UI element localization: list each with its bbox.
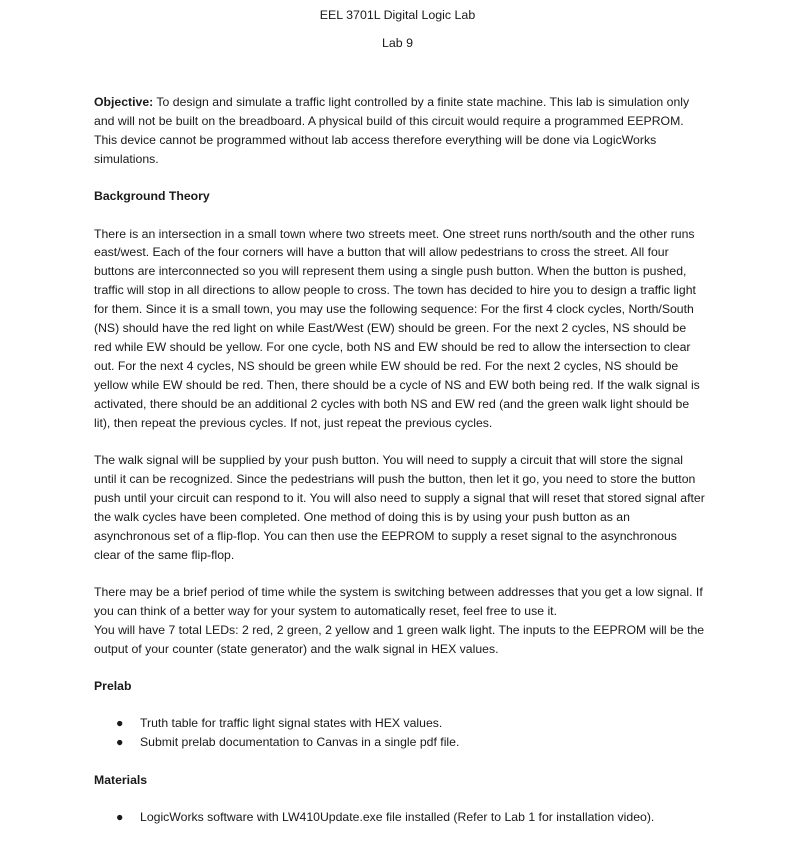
bullet-icon: ● — [116, 810, 124, 825]
prelab-item-text: Submit prelab documentation to Canvas in a single pdf file. — [140, 735, 460, 750]
list-item — [94, 733, 706, 752]
document-body — [94, 93, 706, 827]
prelab-item-text: Truth table for traffic light signal states with HEX values. — [140, 716, 443, 731]
background-paragraph-2: The walk signal will be supplied by your push button. You will need to supply a circuit that will store the signal until it can be recognized. Since the pedestrians will push the button, then let it go, you need to store the button push until your circuit can respond to it. You will also need to supply a signal that will reset that stored signal after the walk cycles have been completed. One method of doing this is by using your push button as an asynchronous set of a flip-flop. You can then use the EEPROM to supply a reset signal to the asynchronous clear of the same flip-flop. — [94, 453, 705, 562]
objective-label: Objective: — [94, 95, 154, 109]
materials-item-text: LogicWorks software with LW410Update.exe file installed (Refer to Lab 1 for installation video). — [140, 810, 655, 825]
list-item — [94, 714, 706, 733]
lab-number: Lab 9 — [381, 36, 413, 50]
prelab-heading: Prelab — [94, 679, 132, 694]
course-title: EEL 3701L Digital Logic Lab — [319, 8, 476, 22]
background-paragraph-1: There is an intersection in a small town where two streets meet. One street runs north/south and the other runs east/west. Each of the four corners will have a button that will allow pedestrians to cross the street. All four buttons are interconnected so you will represent them using a single push button. When the button is pushed, traffic will stop in all directions to allow people to cross. The town has decided to hire you to design a traffic light for them. Since it is a small town, you may use the following sequence: For the first 4 clock cycles, North/South (NS) should have the red light on while East/West (EW) should be green. For the next 2 cycles, NS should be red while EW should be yellow. For one cycle, both NS and EW should be red to allow the intersection to clear out. For the next 4 cycles, NS should be green while EW should be red. For the next 2 cycles, NS should be yellow while EW should be red. Then, there should be a cycle of NS and EW both being red. If the walk signal is activated, there should be an additional 2 cycles with both NS and EW red (and the green walk light should be lit), then repeat the previous cycles. If not, just repeat the previous cycles. — [94, 226, 700, 430]
prelab-list — [94, 714, 706, 752]
background-heading: Background Theory — [94, 189, 210, 204]
background-paragraph-3b: You will have 7 total LEDs: 2 red, 2 green, 2 yellow and 1 green walk light. The inputs to the EEPROM will be the output of your counter (state generator) and the walk signal in HEX values. — [94, 622, 705, 656]
objective-text: To design and simulate a traffic light controlled by a finite state machine. This lab is simulation only and will not be built on the breadboard. A physical build of this circuit would require a programmed EEPROM. This device cannot be programmed without lab access therefore everything will be done via LogicWorks simulations. — [94, 95, 690, 166]
bullet-icon: ● — [116, 735, 124, 750]
materials-heading: Materials — [94, 772, 148, 787]
bullet-icon: ● — [116, 716, 124, 731]
background-paragraph-3a: There may be a brief period of time while the system is switching between addresses that you get a low signal. If you can think of a better way for your system to automatically reset, feel free to use it. — [94, 584, 703, 618]
list-item — [94, 808, 706, 827]
materials-list — [94, 808, 706, 827]
objective-paragraph — [94, 93, 706, 169]
